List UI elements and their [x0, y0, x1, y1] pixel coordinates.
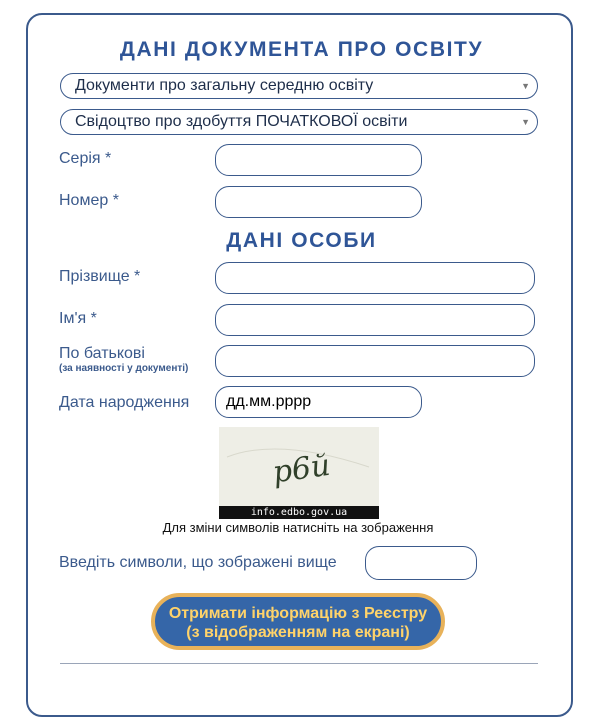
caret-down-icon: ▼ — [521, 117, 530, 127]
caret-down-icon: ▼ — [521, 81, 530, 91]
name-label: Ім'я * — [59, 310, 97, 327]
document-category-select[interactable] — [60, 73, 538, 99]
patronymic-label: По батькові — [59, 345, 145, 362]
patronymic-input[interactable] — [215, 345, 535, 377]
series-input[interactable] — [215, 144, 422, 176]
number-input[interactable] — [215, 186, 422, 218]
document-type-value: Свідоцтво про здобуття ПОЧАТКОВОЇ освіти — [75, 113, 408, 130]
document-section-title: ДАНІ ДОКУМЕНТА ПРО ОСВІТУ — [119, 38, 484, 61]
captcha-site-label: info.edbo.gov.ua — [219, 506, 379, 519]
birthdate-label: Дата народження — [59, 394, 190, 411]
captcha-input[interactable] — [365, 546, 477, 580]
number-label: Номер * — [59, 192, 119, 209]
captcha-image[interactable] — [219, 427, 379, 519]
person-section-title: ДАНІ ОСОБИ — [226, 229, 377, 252]
surname-label: Прізвище * — [59, 268, 141, 285]
name-input[interactable] — [215, 304, 535, 336]
submit-line-2: (з відображенням на екрані) — [186, 624, 410, 641]
submit-line-1: Отримати інформацію з Реєстру — [168, 605, 428, 622]
get-registry-info-button[interactable] — [151, 593, 445, 650]
captcha-text: р6й — [270, 447, 333, 491]
series-label: Серія * — [59, 150, 112, 167]
surname-input[interactable] — [215, 262, 535, 294]
document-type-select[interactable] — [60, 109, 538, 135]
divider — [60, 663, 538, 664]
birthdate-input[interactable] — [215, 386, 422, 418]
captcha-hint: Для зміни символів натисніть на зображення — [162, 520, 434, 535]
document-category-value: Документи про загальну середню освіту — [75, 77, 374, 94]
captcha-input-label: Введіть символи, що зображені вище — [59, 554, 337, 571]
patronymic-note: (за наявності у документі) — [59, 363, 189, 374]
